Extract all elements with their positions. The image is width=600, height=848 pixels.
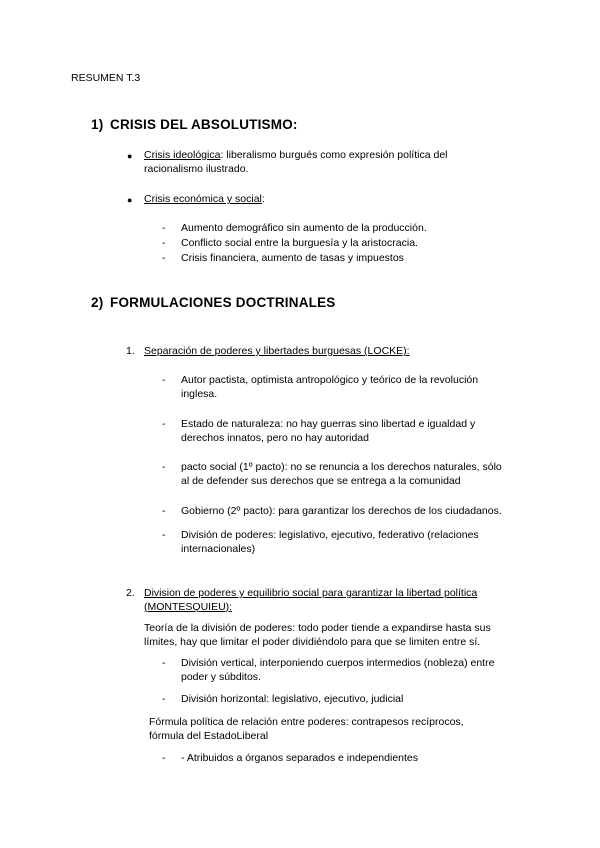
dash: - xyxy=(162,461,166,473)
bullet-dot: ● xyxy=(127,195,133,205)
section1-number: 1) xyxy=(91,117,104,132)
sub1-title: Separación de poderes y libertades burguesas (LOCKE): xyxy=(144,345,410,357)
dash: - xyxy=(162,505,166,517)
crisis-ideologica-text: : liberalismo burgués como expresión política del xyxy=(220,149,448,161)
list-item: - Atribuidos a órganos separados e independientes xyxy=(181,752,418,764)
dash: - xyxy=(162,752,166,764)
sub2-title: Division de poderes y equilibrio social para garantizar la libertad política (MONTESQUIEU): xyxy=(144,587,478,613)
document-title: RESUMEN T.3 xyxy=(71,72,141,84)
bullet-dot: ● xyxy=(127,151,133,161)
dash: - xyxy=(162,418,166,430)
dash: - xyxy=(162,529,166,541)
dash: - xyxy=(162,222,166,234)
list-item: División horizontal: legislativo, ejecutivo, judicial xyxy=(181,693,404,705)
list-item: Estado de naturaleza: no hay guerras sino libertad e igualdad y derechos innatos, pero no hay autoridad xyxy=(181,418,476,444)
list-item: pacto social (1º pacto): no se renuncia a los derechos naturales, sólo al de defender sus derechos que se entrega a la comunidad xyxy=(181,461,502,487)
list-item: Conflicto social entre la burguesía y la aristocracia. xyxy=(181,237,418,249)
bullet-crisis-ideologica xyxy=(144,149,448,176)
section2-number: 2) xyxy=(91,295,104,310)
list-item: Gobierno (2º pacto): para garantizar los derechos de los ciudadanos. xyxy=(181,505,502,517)
list-item: Crisis financiera, aumento de tasas y impuestos xyxy=(181,252,404,264)
sub2-paragraph: Teoría de la división de poderes: todo poder tiende a expandirse hasta sus límites, hay que limitar el poder dividiéndolo para que se limiten entre sí. xyxy=(144,622,491,648)
sub1-number: 1. xyxy=(126,345,135,357)
dash: - xyxy=(162,693,166,705)
list-item: División de poderes: legislativo, ejecutivo, federativo (relaciones internacionales) xyxy=(181,529,479,555)
bullet-crisis-economica: Crisis económica y social: xyxy=(144,193,265,205)
dash: - xyxy=(162,237,166,249)
formula-paragraph: Fórmula política de relación entre poderes: contrapesos recíprocos, fórmula del EstadoLiberal xyxy=(149,716,464,742)
dash: - xyxy=(162,374,166,386)
section2-title: FORMULACIONES DOCTRINALES xyxy=(110,295,336,310)
dash: - xyxy=(162,252,166,264)
section1-title: CRISIS DEL ABSOLUTISMO: xyxy=(110,117,298,132)
sub2-number: 2. xyxy=(126,587,135,599)
crisis-ideologica-label: Crisis ideológica xyxy=(144,149,221,161)
list-item: División vertical, interponiendo cuerpos intermedios (nobleza) entre poder y súbditos. xyxy=(181,657,495,683)
dash: - xyxy=(162,657,166,669)
list-item: Autor pactista, optimista antropológico y teórico de la revolución inglesa. xyxy=(181,374,479,400)
crisis-ideologica-line2: racionalismo ilustrado. xyxy=(144,162,249,175)
crisis-economica-label: Crisis económica y social xyxy=(144,193,262,205)
list-item: Aumento demográfico sin aumento de la producción. xyxy=(181,222,427,234)
